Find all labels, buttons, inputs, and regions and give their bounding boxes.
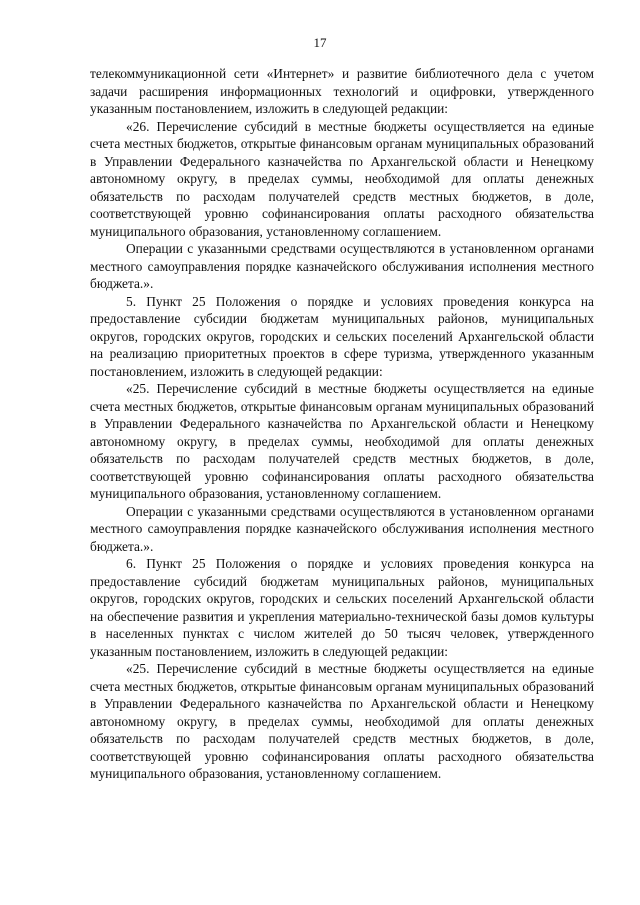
paragraph: «25. Перечисление субсидий в местные бюджеты осуществляется на единые счета местных бюджетов, открытые финансовым органам муниципальных образований в Управлении Федерального казначейства по Архангельской области и Ненецкому автономному округу, в пределах суммы, необходимой для оплаты денежных обязательств по расходам получателей средств местных бюджетов, в доле, соответствующей уровню софинансирования оплаты расходного обязательства муниципального образования, установленному соглашением. [90,381,594,501]
document-body [90,65,594,783]
paragraph: Операции с указанными средствами осуществляются в установленном органами местного самоуправления порядке казначейского обслуживания исполнения местного бюджета.». [90,503,594,554]
paragraph: «25. Перечисление субсидий в местные бюджеты осуществляется на единые счета местных бюджетов, открытые финансовым органам муниципальных образований в Управлении Федерального казначейства по Архангельской области и Ненецкому автономному округу, в пределах суммы, необходимой для оплаты денежных обязательств по расходам получателей средств местных бюджетов, в доле, соответствующей уровню софинансирования оплаты расходного обязательства муниципального образования, установленному соглашением. [90,661,594,781]
page-number: 17 [313,35,327,50]
paragraph: Операции с указанными средствами осуществляются в установленном органами местного самоуправления порядке казначейского обслуживания исполнения местного бюджета.». [90,241,594,291]
paragraph: 6. Пункт 25 Положения о порядке и условиях проведения конкурса на предоставление субсидий бюджетам муниципальных районов, муниципальных округов, городских округов, городских и сельских поселений Архангельской области на обеспечение развития и укрепления материально-технической базы домов культуры в населенных пунктах с числом жителей до 50 тысяч человек, утвержденного указанным постановлением, изложить в следующей редакции: [90,556,594,659]
paragraph: 5. Пункт 25 Положения о порядке и условиях проведения конкурса на предоставление субсидии бюджетам муниципальных районов, муниципальных округов, городских округов, городских и сельских поселений Архангельской области на реализацию приоритетных проектов в сфере туризма, утвержденного указанным постановлением, изложить в следующей редакции: [90,293,594,379]
paragraph: «26. Перечисление субсидий в местные бюджеты осуществляется на единые счета местных бюджетов, открытые финансовым органам муниципальных образований в Управлении Федерального казначейства по Архангельской области и Ненецкому автономному округу, в пределах суммы, необходимой для оплаты денежных обязательств по расходам получателей средств местных бюджетов, в доле, соответствующей уровню софинансирования оплаты расходного обязательства муниципального образования, установленному соглашением. [90,118,594,239]
paragraph: телекоммуникационной сети «Интернет» и развитие библиотечного дела с учетом задачи расширения информационных технологий и оцифровки, утвержденного указанным постановлением, изложить в следующей редакции: [90,66,594,116]
